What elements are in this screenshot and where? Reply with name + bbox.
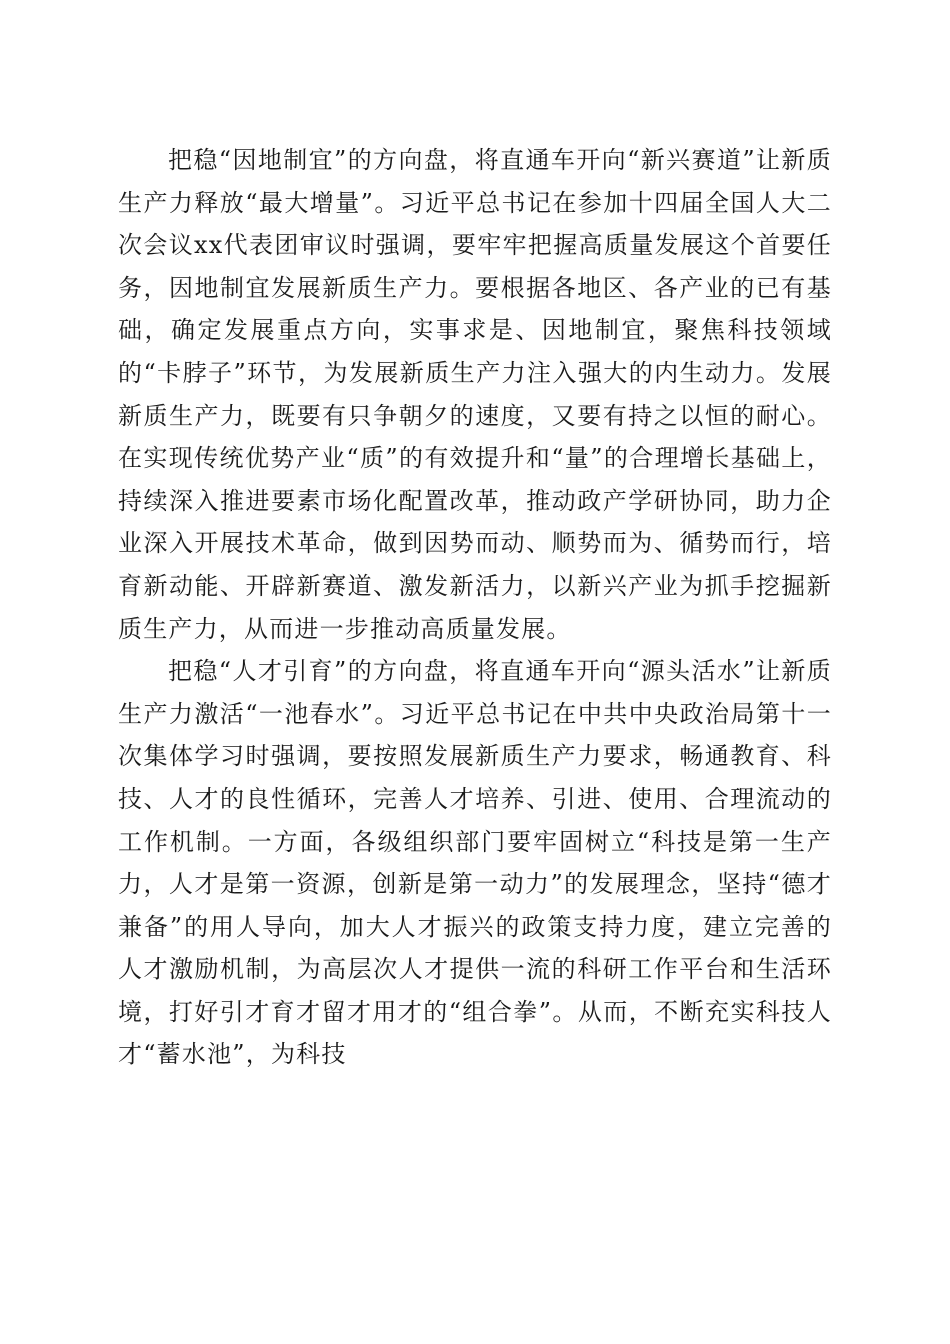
paragraph-talent-cultivation: 把稳“人才引育”的方向盘，将直通车开向“源头活水”让新质生产力激活“一池春水”。习近平总书记在中共中央政治局第十一次集体学习时强调，要按照发展新质生产力要求，畅通教育、科技、人才的良性循环，完善人才培养、引进、使用、合理流动的工作机制。一方面，各级组织部门要牢固树立“科技是第一生产力，人才是第一资源，创新是第一动力”的发展理念，坚持“德才兼备”的用人导向，加大人才振兴的政策支持力度，建立完善的人才激励机制，为高层次人才提供一流的科研工作平台和生活环境，打好引才育才留才用才的“组合拳”。从而，不断充实科技人才“蓄水池”，为科技: [118, 657, 832, 1069]
paragraph-regional-development: 把稳“因地制宜”的方向盘，将直通车开向“新兴赛道”让新质生产力释放“最大增量”。习近平总书记在参加十四届全国人大二次会议xx代表团审议时强调，要牢牢把握高质量发展这个首要任务，因地制宜发展新质生产力。要根据各地区、各产业的已有基础，确定发展重点方向，实事求是、因地制宜，聚焦科技领域的“卡脖子”环节，为发展新质生产力注入强大的内生动力。发展新质生产力，既要有只争朝夕的速度，又要有持之以恒的耐心。在实现传统优势产业“质”的有效提升和“量”的合理增长基础上，持续深入推进要素市场化配置改革，推动政产学研协同，助力企业深入开展技术革命，做到因势而动、顺势而为、循势而行，培育新动能、开辟新赛道、激发新活力，以新兴产业为抓手挖掘新质生产力，从而进一步推动高质量发展。: [118, 146, 832, 643]
document-body: [118, 139, 832, 1076]
